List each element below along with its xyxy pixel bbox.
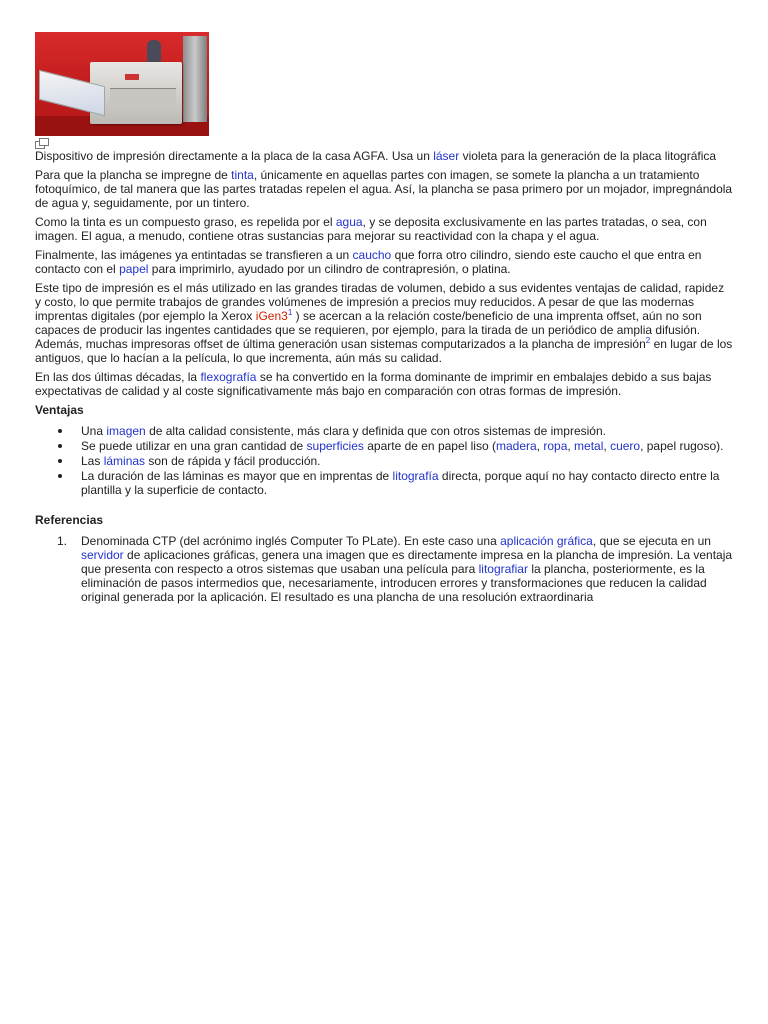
text: Se puede utilizar en una gran cantidad de [81, 439, 304, 453]
link-metal[interactable]: metal [574, 439, 604, 453]
text: Finalmente, las imágenes ya entintadas se transfieren a un [35, 248, 350, 262]
link-caucho[interactable]: caucho [352, 248, 392, 262]
text: Las [81, 454, 101, 468]
reference-item [57, 534, 733, 604]
text: ) se acercan a la relación coste/beneficio de una imprenta offset, aún no son capaces de producir las ingentes cantidades que se requieren, por ejemplo, para la tirada de un periódico de amplia difusión. Además, muchas impresoras offset de última generación usan sistemas computarizados a la plancha de impresión [35, 309, 702, 351]
text: de aplicaciones gráficas, genera una imagen que es directamente impresa en la plancha de impresión. La ventaja que presenta con respecto a otros sistemas que usaban una película para [81, 548, 733, 576]
text: Una [81, 424, 104, 438]
link-ropa[interactable]: ropa [543, 439, 568, 453]
text: , papel rugoso). [640, 439, 724, 453]
heading-referencias: Referencias [35, 513, 104, 527]
list-item: Se puede utilizar en una gran cantidad de superficies aparte de en papel liso (madera, ropa, metal, cuero, papel rugoso). [81, 439, 733, 453]
link-madera[interactable]: madera [495, 439, 537, 453]
link-litografiar[interactable]: litografiar [478, 562, 528, 576]
figure-caption [35, 149, 733, 163]
link-litografia[interactable]: litografía [392, 469, 439, 483]
footnote-ref-1[interactable]: 1 [287, 308, 293, 317]
caption-tail: violeta para la generación de la placa litográfica [462, 149, 717, 163]
reference-number: 1. [57, 534, 68, 548]
link-igen3[interactable]: iGen3 [255, 309, 288, 323]
link-superficies[interactable]: superficies [306, 439, 364, 453]
link-agua[interactable]: agua [335, 215, 363, 229]
text: , y se deposita exclusivamente en las partes tratadas, o sea, con imagen. El agua, a menudo, contiene otras sustancias para mejorar su reactividad con la chapa y el agua. [35, 215, 707, 243]
text: que forra otro cilindro, siendo este caucho el que entra en contacto con el [35, 248, 702, 276]
text: Este tipo de impresión es el más utilizado en las grandes tiradas de volumen, debido a sus evidentes ventajas de calidad, rapidez y costo, lo que permite trabajos de grandes volúmenes de impresión a precios muy reducidos. A pesar de que las modernas imprentas digitales (por ejemplo la Xerox [35, 281, 725, 323]
paragraph-4 [35, 281, 733, 365]
footnote-ref-2[interactable]: 2 [645, 336, 651, 345]
text: son de rápida y fácil producción. [148, 454, 321, 468]
paragraph-1 [35, 168, 733, 210]
text: , que se ejecuta en un [592, 534, 711, 548]
text: Para que la plancha se impregne de [35, 168, 228, 182]
ctp-machine-photo[interactable] [35, 32, 209, 136]
text: la plancha, posteriormente, es la eliminación de pasos intermedios que, necesariamente, introducen errores y transformaciones que reducen la calidad original generada por la aplicación. El resultado es una plancha de una resolución extraordinaria [81, 562, 707, 604]
link-cuero[interactable]: cuero [610, 439, 641, 453]
text: aparte de en papel liso ( [367, 439, 496, 453]
link-laminas[interactable]: láminas [103, 454, 146, 468]
ventajas-list [35, 424, 733, 497]
link-tinta[interactable]: tinta [231, 168, 254, 182]
paragraph-2 [35, 215, 733, 243]
photo-cabinet [183, 36, 207, 122]
text: para imprimirlo, ayudado por un cilindro de contrapresión, o platina. [151, 262, 511, 276]
link-servidor[interactable]: servidor [81, 548, 124, 562]
text: , únicamente en aquellas partes con imagen, se somete la plancha a un tratamiento fotoquímico, de tal manera que las partes tratadas repelen el agua. Así, la plancha se pasa primero por un mojador, impregnándola de agua y, seguidamente, por un tintero. [35, 168, 733, 210]
magnify-enlarge-icon[interactable] [35, 138, 49, 149]
list-item [81, 424, 733, 438]
text: de alta calidad consistente, más clara y definida que con otros sistemas de impresión. [149, 424, 606, 438]
caption-text: Dispositivo de impresión directamente a la placa de la casa AGFA. Usa un [35, 149, 430, 163]
link-aplicacion-grafica[interactable]: aplicación gráfica [500, 534, 593, 548]
photo-logo [125, 74, 139, 80]
text: se ha convertido en la forma dominante de imprimir en embalajes debido a sus bajas expectativas de calidad y al coste significativamente más bajo en comparación con otras formas de impresión. [35, 370, 712, 398]
text: Como la tinta es un compuesto graso, es repelida por el [35, 215, 333, 229]
text: en lugar de los antiguos, que lo hacían a la película, lo que incrementa, aún más su calidad. [35, 337, 733, 365]
link-papel[interactable]: papel [119, 262, 149, 276]
text: En las dos últimas décadas, la [35, 370, 198, 384]
references-list [35, 534, 733, 604]
heading-ventajas: Ventajas [35, 403, 84, 417]
link-laser[interactable]: láser [433, 149, 460, 163]
link-imagen[interactable]: imagen [106, 424, 146, 438]
text: La duración de las láminas es mayor que en imprentas de [81, 469, 390, 483]
text: Denominada CTP (del acrónimo inglés Computer To PLate). En este caso una [81, 534, 497, 548]
paragraph-5 [35, 370, 733, 398]
paragraph-3 [35, 248, 733, 276]
link-flexografia[interactable]: flexografía [200, 370, 257, 384]
text: directa, porque aquí no hay contacto directo entre la plantilla y la superficie de contacto. [81, 469, 720, 497]
list-item [81, 454, 733, 468]
list-item [81, 469, 733, 497]
